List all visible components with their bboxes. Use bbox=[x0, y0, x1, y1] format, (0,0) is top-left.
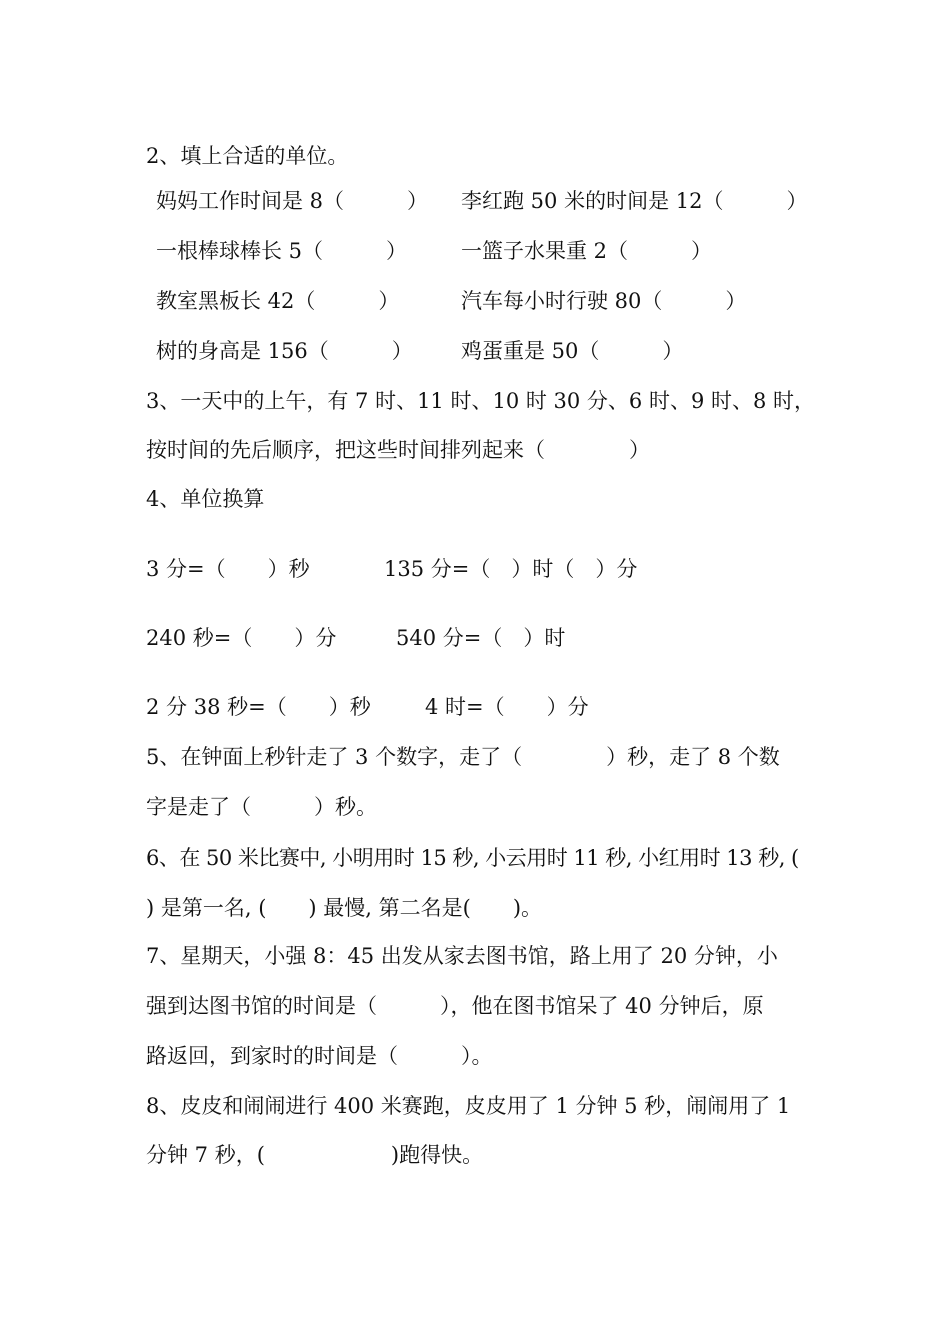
q8-line2: 分钟 7 秒，( )跑得快。 bbox=[146, 1143, 484, 1167]
q4-item: 2 分 38 秒=（ ）秒 bbox=[146, 695, 371, 719]
q5-line1: 5、在钟面上秒针走了 3 个数字，走了（ ）秒，走了 8 个数 bbox=[146, 745, 780, 769]
q2-item: 李红跑 50 米的时间是 12（ ） bbox=[461, 189, 808, 213]
q2-item: 树的身高是 156（ ） bbox=[156, 339, 413, 363]
q2-item: 鸡蛋重是 50（ ） bbox=[461, 339, 684, 363]
q2-item: 一篮子水果重 2（ ） bbox=[461, 239, 713, 263]
q4-item: 4 时=（ ）分 bbox=[425, 695, 589, 719]
q8-line1: 8、皮皮和闹闹进行 400 米赛跑，皮皮用了 1 分钟 5 秒，闹闹用了 1 bbox=[146, 1094, 791, 1118]
q6-line1: 6、在 50 米比赛中, 小明用时 15 秒, 小云用时 11 秒, 小红用时 13 秒, ( bbox=[146, 846, 799, 870]
q7-line2: 强到达图书馆的时间是（ ），他在图书馆呆了 40 分钟后，原 bbox=[146, 994, 764, 1018]
q7-line1: 7、星期天，小强 8：45 出发从家去图书馆，路上用了 20 分钟，小 bbox=[146, 944, 778, 968]
q4-item: 3 分=（ ）秒 bbox=[146, 557, 310, 581]
q2-item: 教室黑板长 42（ ） bbox=[156, 289, 400, 313]
q2-item: 汽车每小时行驶 80（ ） bbox=[461, 289, 747, 313]
q2-item: 一根棒球棒长 5（ ） bbox=[156, 239, 408, 263]
q5-line2: 字是走了（ ）秒。 bbox=[146, 795, 377, 819]
q4-item: 240 秒=（ ）分 bbox=[146, 626, 337, 650]
q4-item: 540 分=（ ）时 bbox=[396, 626, 566, 650]
q2-title: 2、填上合适的单位。 bbox=[146, 144, 349, 168]
q2-item: 妈妈工作时间是 8（ ） bbox=[156, 189, 429, 213]
q3-line2: 按时间的先后顺序，把这些时间排列起来（ ） bbox=[146, 438, 650, 462]
q3-line1: 3、一天中的上午，有 7 时、11 时、10 时 30 分、6 时、9 时、8 时， bbox=[146, 389, 816, 413]
q4-title: 4、单位换算 bbox=[146, 487, 265, 511]
q6-line2: ) 是第一名, ( ) 最慢, 第二名是( )。 bbox=[146, 896, 543, 920]
q7-line3: 路返回，到家时的时间是（ ）。 bbox=[146, 1044, 493, 1068]
q4-item: 135 分=（ ）时（ ）分 bbox=[384, 557, 638, 581]
